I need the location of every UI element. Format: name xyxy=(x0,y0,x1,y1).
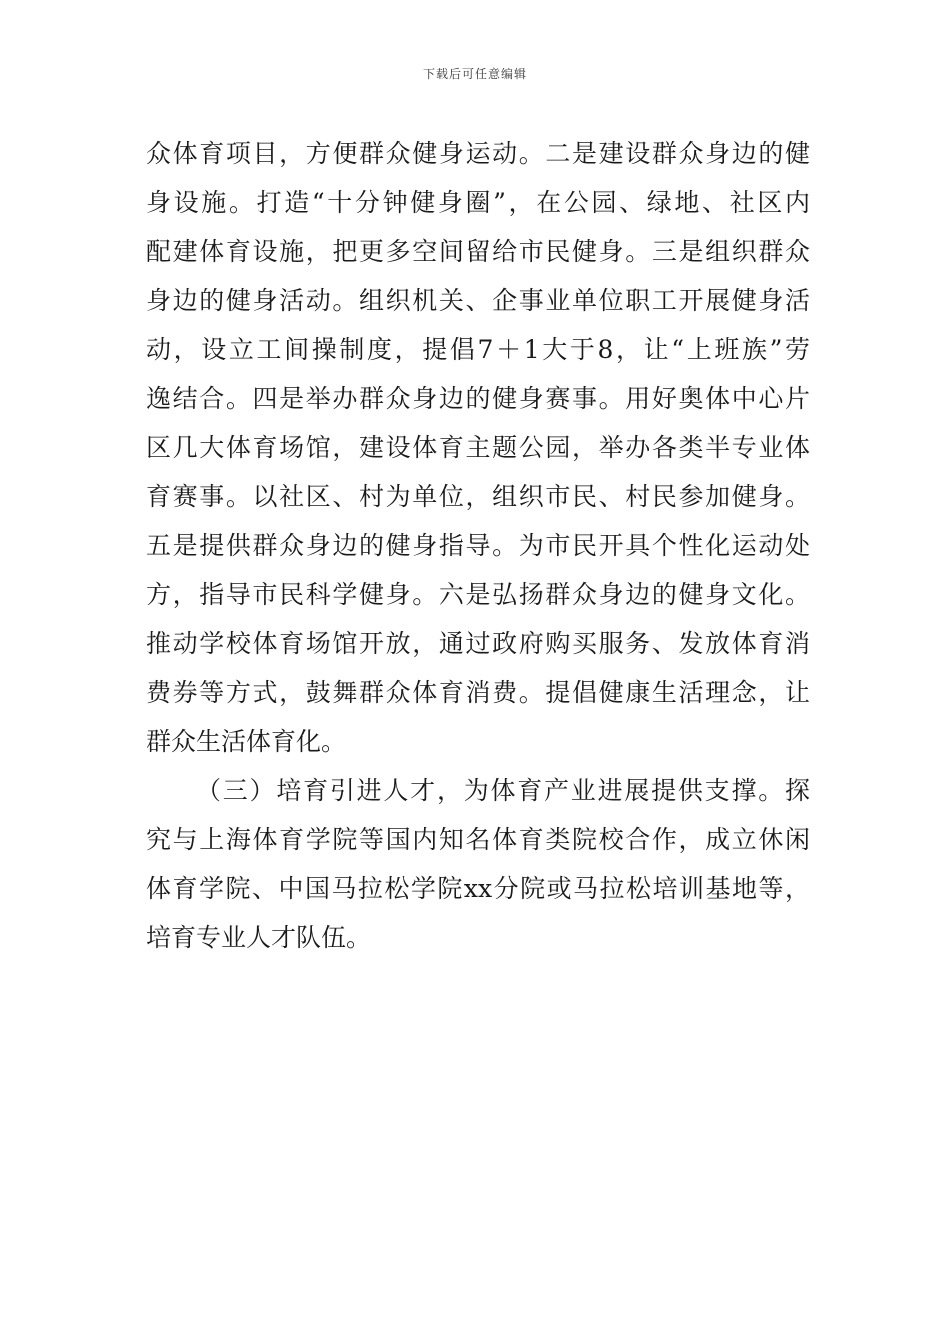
body-text xyxy=(146,129,810,962)
paragraph-line: 五是提供群众身边的健身指导。为市民开具个性化运动处 xyxy=(146,531,810,560)
paragraph-line: （三）培育引进人才，为体育产业进展提供支撑。探 xyxy=(196,776,810,805)
paragraph-line: 究与上海体育学院等国内知名体育类院校合作，成立休闲 xyxy=(146,825,810,854)
paragraph-line: 方，指导市民科学健身。六是弘扬群众身边的健身文化。 xyxy=(146,580,810,609)
paragraph-line: 动，设立工间操制度，提倡7＋1大于8，让“上班族”劳 xyxy=(146,335,810,364)
page-header: 下载后可任意编辑 xyxy=(422,67,527,81)
paragraph-line: 众体育项目，方便群众健身运动。二是建设群众身边的健 xyxy=(146,139,810,168)
paragraph-line: 育赛事。以社区、村为单位，组织市民、村民参加健身。 xyxy=(146,482,810,511)
paragraph-line: 体育学院、中国马拉松学院xx分院或马拉松培训基地等， xyxy=(146,874,810,903)
paragraph-line: 身设施。打造“十分钟健身圈”，在公园、绿地、社区内 xyxy=(146,188,810,217)
paragraph-line: 推动学校体育场馆开放，通过政府购买服务、发放体育消 xyxy=(146,629,810,658)
paragraph-line: 身边的健身活动。组织机关、企事业单位职工开展健身活 xyxy=(146,286,810,315)
paragraph-line: 培育专业人才队伍。 xyxy=(146,923,372,952)
paragraph-line: 群众生活体育化。 xyxy=(146,727,347,756)
paragraph-line: 区几大体育场馆，建设体育主题公园，举办各类半专业体 xyxy=(146,433,810,462)
paragraph-line: 配建体育设施，把更多空间留给市民健身。三是组织群众 xyxy=(146,237,810,266)
paragraph-line: 逸结合。四是举办群众身边的健身赛事。用好奥体中心片 xyxy=(146,384,810,413)
paragraph-line: 费券等方式，鼓舞群众体育消费。提倡健康生活理念，让 xyxy=(146,678,810,707)
